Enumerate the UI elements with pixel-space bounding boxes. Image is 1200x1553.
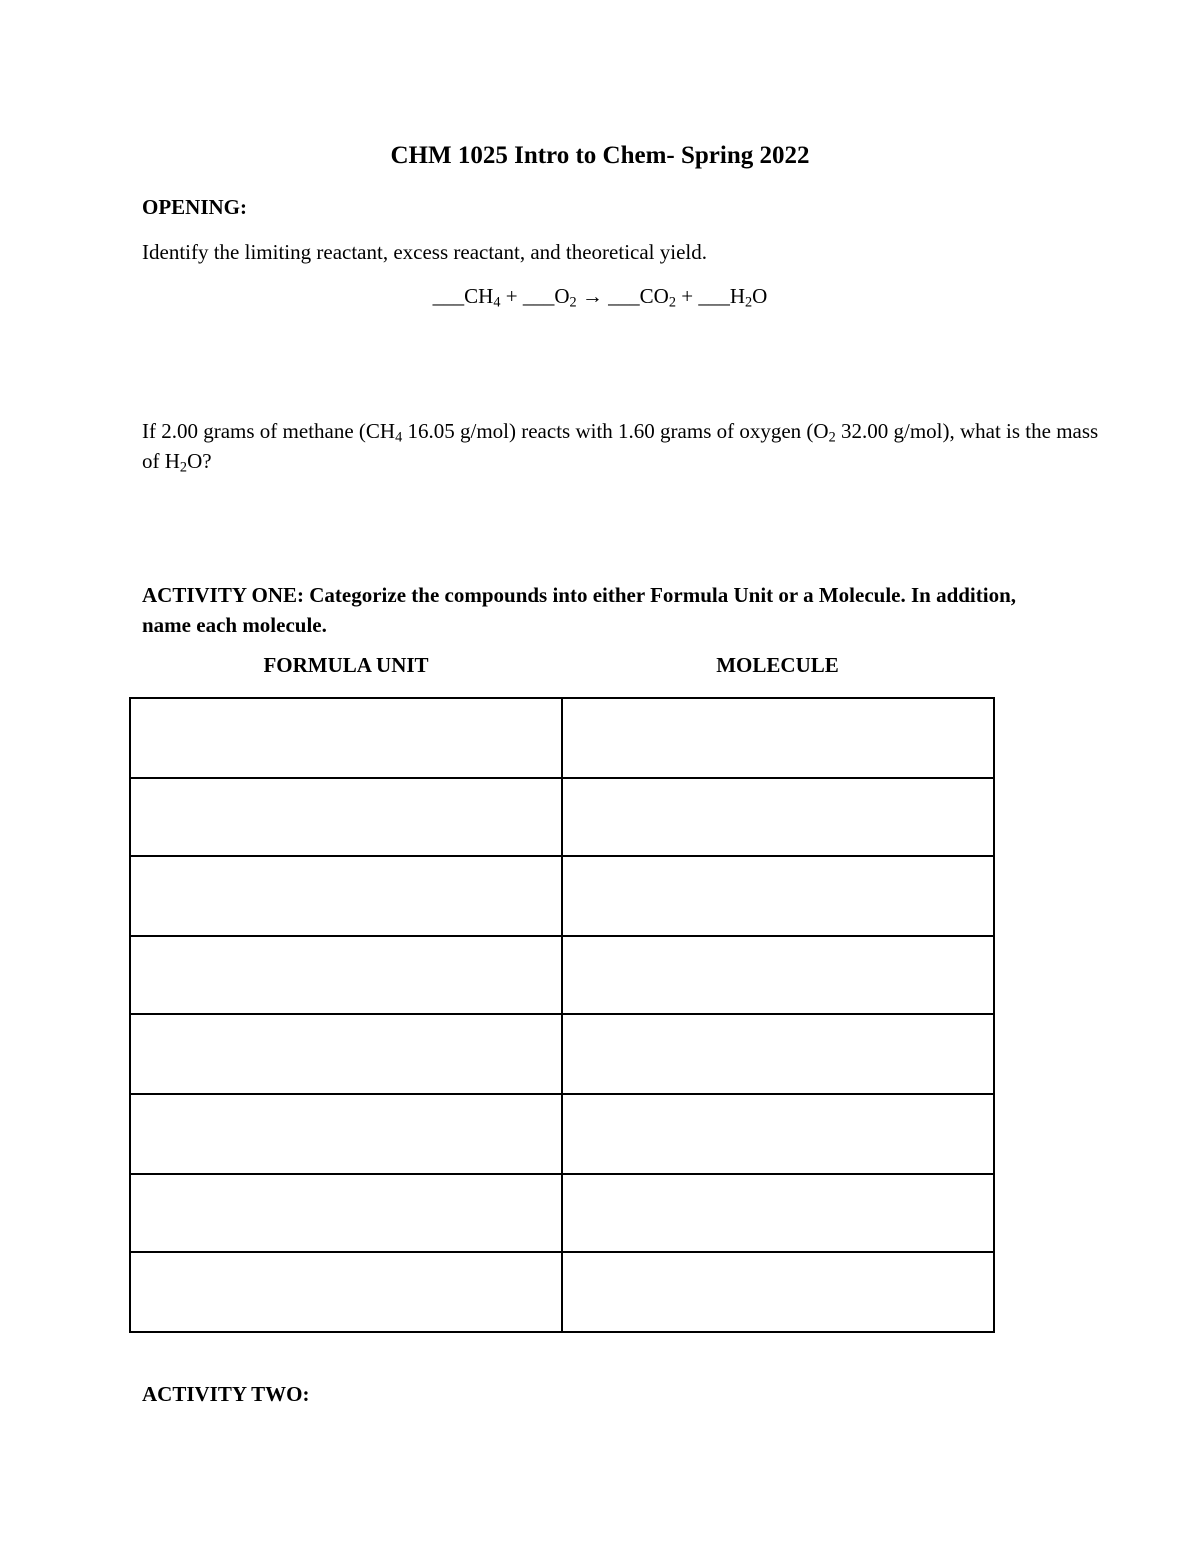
formula-unit-cell[interactable]	[130, 1094, 562, 1174]
molecule-cell[interactable]	[562, 778, 994, 856]
column-header-molecule: MOLECULE	[716, 653, 839, 677]
table-row	[130, 1094, 994, 1174]
formula-unit-cell[interactable]	[130, 1014, 562, 1094]
h2o-hydrogen: H	[729, 284, 745, 308]
o2-subscript: 2	[569, 294, 577, 311]
activity-one-text: Categorize the compounds into either Formula Unit or a Molecule. In addition, name each molecule.	[142, 583, 1022, 637]
co2-subscript: 2	[668, 294, 676, 311]
column-header-formula-unit: FORMULA UNIT	[263, 653, 429, 677]
table-row	[130, 856, 994, 936]
formula-unit-cell[interactable]	[130, 936, 562, 1014]
h2o-oxygen: O	[752, 284, 768, 308]
ch4-subscript: 4	[493, 294, 501, 311]
table-row	[130, 1252, 994, 1332]
reaction-arrow: →	[576, 284, 609, 308]
table-row	[130, 698, 994, 778]
table-row	[130, 778, 994, 856]
coefficient-blank: ___	[698, 284, 730, 308]
table-row	[130, 936, 994, 1014]
molecule-cell[interactable]	[562, 1094, 994, 1174]
table-row	[130, 1174, 994, 1252]
activity-one-label: ACTIVITY ONE:	[142, 583, 304, 607]
coefficient-blank: ___	[608, 284, 640, 308]
activity-two-label: ACTIVITY TWO:	[142, 1382, 310, 1406]
formula-unit-cell[interactable]	[130, 698, 562, 778]
page-title: CHM 1025 Intro to Chem- Spring 2022	[390, 142, 810, 169]
formula-unit-cell[interactable]	[130, 778, 562, 856]
problem-subscript: 2	[179, 459, 188, 476]
activity-one-instructions	[142, 580, 1062, 640]
chemical-equation	[0, 281, 1200, 311]
molecule-cell[interactable]	[562, 698, 994, 778]
opening-instruction: Identify the limiting reactant, excess reactant, and theoretical yield.	[142, 240, 708, 264]
problem-subscript: 4	[395, 429, 403, 446]
problem-text: If 2.00 grams of methane (CH	[142, 419, 396, 443]
co2-formula: CO	[639, 284, 669, 308]
coefficient-blank: ___	[522, 284, 555, 308]
h2o-subscript: 2	[745, 294, 753, 311]
plus-sign: +	[675, 284, 699, 308]
formula-unit-cell[interactable]	[130, 1252, 562, 1332]
word-problem	[142, 416, 1102, 476]
o2-formula: O	[554, 284, 570, 308]
molecule-cell[interactable]	[562, 1174, 994, 1252]
problem-text: 32.00 g/mol), what is the mass of H	[142, 419, 1099, 473]
molecule-cell[interactable]	[562, 1252, 994, 1332]
formula-unit-cell[interactable]	[130, 1174, 562, 1252]
problem-subscript: 2	[828, 429, 836, 446]
classification-table	[129, 697, 995, 1333]
plus-sign: +	[500, 284, 523, 308]
opening-label: OPENING:	[142, 195, 247, 219]
molecule-cell[interactable]	[562, 856, 994, 936]
problem-text: O?	[187, 449, 212, 473]
molecule-cell[interactable]	[562, 936, 994, 1014]
table-row	[130, 1014, 994, 1094]
formula-unit-cell[interactable]	[130, 856, 562, 936]
problem-text: 16.05 g/mol) reacts with 1.60 grams of oxygen (O	[402, 419, 829, 443]
ch4-formula: CH	[464, 284, 494, 308]
coefficient-blank: ___	[432, 284, 465, 308]
molecule-cell[interactable]	[562, 1014, 994, 1094]
